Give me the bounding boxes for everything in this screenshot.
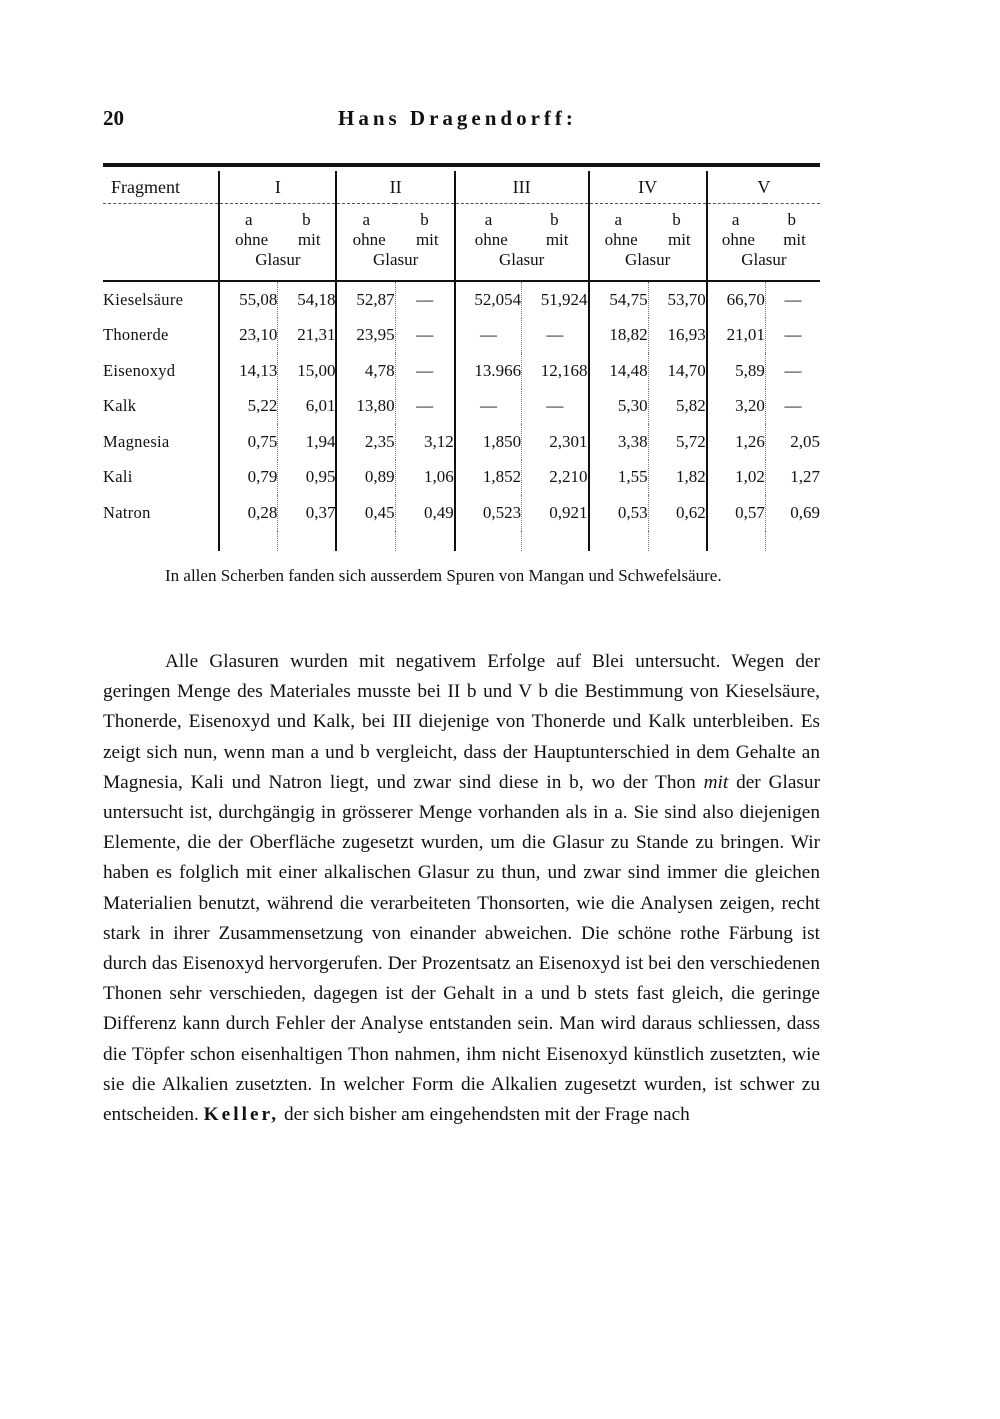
- table-cell: 1,06: [395, 460, 455, 496]
- body-text-part2: der Glasur untersucht ist, durchgängig in grösserer Menge vorhanden als in a. Sie sind also diejenigen Elemente, die der Oberfläche zugesetzt wurden, um die Glasur zu Stande zu bringen. Wir haben es folglich mit einer alkalischen Glasur zu thun, und zwar sind immer die gleichen Materialien benutzt, während die verarbeiteten Thonsorten, wie die Analysen zeigen, recht stark in ihrer Zusammensetzung von einander abweichen. Die schöne rothe Färbung ist durch das Eisenoxyd hervorgerufen. Der Prozentsatz an Eisenoxyd ist bei den verschiedenen Thonen sehr verschieden, dagegen ist der Gehalt in a und b stets fast gleich, die geringe Differenz kann durch Fehler der Analyse entstanden sein. Man wird daraus schliessen, dass die Töpfer schon eisenhaltigen Thon nahmen, ihm nicht Eisenoxyd künstlich zusetzten, wie sie die Alkalien zusetzten. In welcher Form die Alkalien zugesetzt wurden, ist schwer zu entscheiden.: [103, 771, 820, 1126]
- sub-a-label: a: [362, 210, 371, 229]
- table-cell: 13,80: [336, 389, 395, 425]
- spacer-cell: [336, 531, 395, 551]
- table-cell: 0,53: [589, 495, 649, 531]
- table-cell: 0,95: [278, 460, 337, 496]
- fragment-header: III: [455, 171, 589, 204]
- table-cell: 0,69: [765, 495, 820, 531]
- table-cell: —: [395, 281, 455, 318]
- mit-label: mit: [783, 230, 806, 249]
- mit-label: mit: [545, 230, 569, 249]
- table-cell: 13.966: [455, 353, 522, 389]
- table-cell: 14,70: [648, 353, 707, 389]
- table-cell: 1,94: [278, 424, 337, 460]
- glasur-label: Glasur: [372, 250, 419, 269]
- table-cell: 1,02: [707, 460, 766, 496]
- top-rule: [103, 163, 820, 167]
- table-cell: —: [522, 318, 589, 354]
- running-title: Hans Dragendorff:: [338, 106, 577, 130]
- table-cell: —: [765, 353, 820, 389]
- body-emphasis-mit: mit: [703, 771, 729, 793]
- sub-a-label: a: [731, 210, 740, 229]
- spacer-cell: [707, 531, 766, 551]
- table-cell: 51,924: [522, 281, 589, 318]
- subheader-group: [707, 204, 820, 282]
- table-row: [103, 353, 820, 389]
- sub-a-label: a: [245, 210, 253, 229]
- body-text-part1: Alle Glasuren wurden mit negativem Erfolge auf Blei untersucht. Wegen der geringen Menge des Materiales musste bei II b und V b die Bestimmung von Kieselsäure, Thonerde, Eisenoxyd und Kalk, bei III diejenige von Thonerde und Kalk unterbleiben. Es zeigt sich nun, wenn man a und b vergleicht, dass der Hauptunterschied in dem Gehalte an Magnesia, Kali und Natron liegt, und zwar sind diese in b, wo der Thon: [103, 651, 820, 793]
- row-label: Kali: [103, 467, 133, 487]
- sub-b-label: b: [550, 210, 559, 229]
- table-cell: —: [765, 281, 820, 318]
- table-cell: 14,13: [219, 353, 278, 389]
- table-cell: 0,523: [455, 495, 522, 531]
- table-body: [103, 281, 820, 551]
- table-cell: 16,93: [648, 318, 707, 354]
- ohne-label: ohne: [352, 230, 386, 249]
- spacer-cell: [278, 531, 337, 551]
- empty-cell: [103, 204, 219, 282]
- subheader-group: [219, 204, 336, 282]
- fragment-header: IV: [589, 171, 707, 204]
- table-cell: 0,28: [219, 495, 278, 531]
- glasur-label: Glasur: [255, 250, 301, 269]
- table-cell: 14,48: [589, 353, 649, 389]
- table-cell: 0,921: [522, 495, 589, 531]
- row-label: Thonerde: [103, 325, 169, 345]
- subheader-row: [103, 204, 820, 282]
- table-cell: 23,10: [219, 318, 278, 354]
- page-number: 20: [103, 106, 124, 130]
- spacer-cell: [765, 531, 820, 551]
- table-cell: —: [395, 353, 455, 389]
- table-cell: 66,70: [707, 281, 766, 318]
- spacer-cell: [648, 531, 707, 551]
- ohne-label: ohne: [235, 230, 269, 249]
- sub-b-label: b: [672, 210, 681, 229]
- row-label: Magnesia: [103, 431, 170, 451]
- footnote: In allen Scherben fanden sich ausserdem Spuren von Mangan und Schwefelsäure.: [165, 566, 722, 585]
- table-cell: 2,05: [765, 424, 820, 460]
- spacer-cell: [103, 531, 219, 551]
- table-cell: 2,35: [336, 424, 395, 460]
- table-row: [103, 389, 820, 425]
- mit-label: mit: [667, 230, 691, 249]
- table-row: [103, 424, 820, 460]
- table-cell: 21,31: [278, 318, 337, 354]
- table-cell: 1,82: [648, 460, 707, 496]
- table-cell: 5,89: [707, 353, 766, 389]
- table-cell: —: [395, 318, 455, 354]
- sub-b-label: b: [787, 210, 796, 229]
- body-text: [103, 647, 820, 1130]
- spacer-cell: [522, 531, 589, 551]
- table-cell: 0,45: [336, 495, 395, 531]
- table-cell: 0,49: [395, 495, 455, 531]
- table-cell: 3,38: [589, 424, 649, 460]
- table-cell: 2,301: [522, 424, 589, 460]
- glasur-label: Glasur: [498, 250, 545, 269]
- table-cell: 2,210: [522, 460, 589, 496]
- mit-label: mit: [415, 230, 439, 249]
- fragment-corner-label: Fragment: [103, 171, 219, 204]
- row-label: Eisenoxyd: [103, 360, 176, 380]
- ohne-label: ohne: [474, 230, 508, 249]
- table-cell: 3,20: [707, 389, 766, 425]
- table-cell: —: [395, 389, 455, 425]
- table-cell: 53,70: [648, 281, 707, 318]
- sub-b-label: b: [302, 210, 311, 229]
- table-cell: 0,79: [219, 460, 278, 496]
- subheader-group: [336, 204, 454, 282]
- table-cell: 5,82: [648, 389, 707, 425]
- row-label: Kieselsäure: [103, 289, 184, 309]
- glasur-label: Glasur: [624, 250, 671, 269]
- table-cell: 5,22: [219, 389, 278, 425]
- sub-b-label: b: [420, 210, 429, 229]
- table-cell: 15,00: [278, 353, 337, 389]
- mit-label: mit: [297, 230, 321, 249]
- table-cell: 3,12: [395, 424, 455, 460]
- spacer-cell: [219, 531, 278, 551]
- body-paragraph: [103, 647, 820, 1130]
- table-cell: 1,26: [707, 424, 766, 460]
- table-cell: 0,89: [336, 460, 395, 496]
- fragment-header-row: [103, 171, 820, 204]
- subheader-group: [589, 204, 707, 282]
- table-cell: 5,30: [589, 389, 649, 425]
- table-row: [103, 495, 820, 531]
- spacer-cell: [589, 531, 649, 551]
- subheader-group: [455, 204, 589, 282]
- sub-a-label: a: [484, 210, 493, 229]
- fragment-header: V: [707, 171, 820, 204]
- table-cell: 54,75: [589, 281, 649, 318]
- table-bottom-spacer: [103, 531, 820, 551]
- author-name-keller: Keller,: [203, 1104, 280, 1126]
- table-cell: —: [765, 318, 820, 354]
- row-label: Natron: [103, 502, 151, 522]
- row-label: Kalk: [103, 396, 137, 416]
- table-cell: 23,95: [336, 318, 395, 354]
- table-cell: 0,37: [278, 495, 337, 531]
- table-cell: 4,78: [336, 353, 395, 389]
- fragment-header: II: [336, 171, 454, 204]
- table-cell: 52,054: [455, 281, 522, 318]
- table-cell: 0,57: [707, 495, 766, 531]
- ohne-label: ohne: [721, 230, 755, 249]
- ohne-label: ohne: [604, 230, 638, 249]
- table-cell: 1,27: [765, 460, 820, 496]
- analysis-table: [103, 171, 820, 551]
- table-row: [103, 281, 820, 318]
- fragment-header: I: [219, 171, 336, 204]
- glasur-label: Glasur: [741, 250, 787, 269]
- table-cell: 52,87: [336, 281, 395, 318]
- table-cell: 21,01: [707, 318, 766, 354]
- table-cell: 0,75: [219, 424, 278, 460]
- table-cell: 1,850: [455, 424, 522, 460]
- table-cell: 1,852: [455, 460, 522, 496]
- table-row: [103, 460, 820, 496]
- table-cell: 54,18: [278, 281, 337, 318]
- table-cell: 0,62: [648, 495, 707, 531]
- table-cell: —: [522, 389, 589, 425]
- table-cell: —: [765, 389, 820, 425]
- body-text-part3: der sich bisher am eingehendsten mit der Frage nach: [283, 1104, 690, 1126]
- table-cell: 18,82: [589, 318, 649, 354]
- table-cell: —: [455, 389, 522, 425]
- table-cell: 12,168: [522, 353, 589, 389]
- spacer-cell: [455, 531, 522, 551]
- sub-a-label: a: [614, 210, 623, 229]
- table-row: [103, 318, 820, 354]
- spacer-cell: [395, 531, 455, 551]
- table-cell: 55,08: [219, 281, 278, 318]
- table-cell: 5,72: [648, 424, 707, 460]
- table-cell: —: [455, 318, 522, 354]
- table-cell: 1,55: [589, 460, 649, 496]
- table-cell: 6,01: [278, 389, 337, 425]
